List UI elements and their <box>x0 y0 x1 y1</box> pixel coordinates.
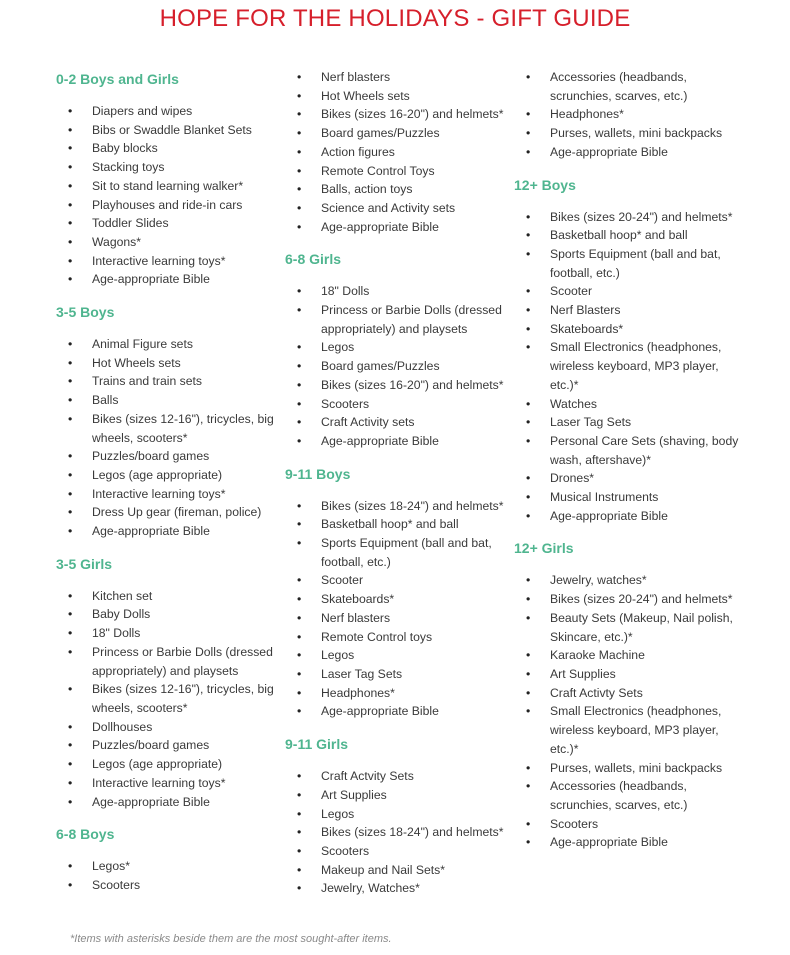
gift-item: • Scooter <box>285 571 507 590</box>
category-heading: 12+ Girls <box>514 540 574 557</box>
category-heading: 6-8 Boys <box>56 826 115 843</box>
gift-item: • Art Supplies <box>514 665 744 684</box>
gift-item: • Bikes (sizes 18-24") and helmets* <box>285 823 507 842</box>
gift-item: • Baby blocks <box>56 139 278 158</box>
gift-item: • Interactive learning toys* <box>56 252 278 271</box>
gift-list <box>56 102 278 289</box>
gift-item: • Puzzles/board games <box>56 447 278 466</box>
gift-item: • Dollhouses <box>56 718 278 737</box>
column-2 <box>285 70 507 912</box>
gift-item: • Balls, action toys <box>285 180 507 199</box>
gift-item: • Age-appropriate Bible <box>514 507 744 526</box>
gift-item: • Nerf blasters <box>285 68 507 87</box>
gift-item: • Watches <box>514 395 744 414</box>
gift-item: • Skateboards* <box>285 590 507 609</box>
footnote: *Items with asterisks beside them are the most sought-after items. <box>70 933 392 945</box>
gift-item: • Bikes (sizes 12-16"), tricycles, big wheels, scooters* <box>56 410 278 447</box>
gift-item: • Bikes (sizes 16-20") and helmets* <box>285 105 507 124</box>
gift-item: • Wagons* <box>56 233 278 252</box>
column-3 <box>514 70 744 866</box>
gift-item: • Hot Wheels sets <box>285 87 507 106</box>
gift-item: • Legos <box>285 646 507 665</box>
gift-item: • Science and Activity sets <box>285 199 507 218</box>
category-heading: 9-11 Boys <box>285 465 351 482</box>
gift-item: • Craft Actvity Sets <box>285 767 507 786</box>
page-title: HOPE FOR THE HOLIDAYS - GIFT GUIDE <box>159 5 631 32</box>
gift-item: • Puzzles/board games <box>56 736 278 755</box>
gift-item: • Headphones* <box>514 105 744 124</box>
category-heading: 9-11 Girls <box>285 736 349 753</box>
gift-item: • 18" Dolls <box>285 282 507 301</box>
gift-item: • Bikes (sizes 16-20") and helmets* <box>285 376 507 395</box>
gift-item: • Basketball hoop* and ball <box>285 515 507 534</box>
gift-item: • Craft Activty Sets <box>514 684 744 703</box>
gift-item: • Age-appropriate Bible <box>285 432 507 451</box>
category-heading: 3-5 Boys <box>56 304 115 321</box>
gift-item: • Nerf blasters <box>285 609 507 628</box>
gift-item: • Sports Equipment (ball and bat, football, etc.) <box>514 245 744 282</box>
gift-item: • Animal Figure sets <box>56 335 278 354</box>
gift-list <box>285 497 507 721</box>
category-heading: 3-5 Girls <box>56 555 113 572</box>
category-heading: 12+ Boys <box>514 176 576 193</box>
gift-item: • Legos (age appropriate) <box>56 755 278 774</box>
gift-item: • Trains and train sets <box>56 372 278 391</box>
gift-list <box>514 68 744 162</box>
gift-item: • Craft Activity sets <box>285 413 507 432</box>
gift-item: • Dress Up gear (fireman, police) <box>56 503 278 522</box>
gift-item: • Beauty Sets (Makeup, Nail polish, Skincare, etc.)* <box>514 609 744 646</box>
gift-item: • Scooters <box>514 815 744 834</box>
gift-item: • Remote Control toys <box>285 628 507 647</box>
gift-item: • Scooter <box>514 282 744 301</box>
gift-item: • Interactive learning toys* <box>56 485 278 504</box>
gift-item: • Laser Tag Sets <box>285 665 507 684</box>
gift-item: • Accessories (headbands, scrunchies, scarves, etc.) <box>514 777 744 814</box>
column-1 <box>56 70 278 909</box>
gift-list <box>514 208 744 526</box>
gift-item: • Legos <box>285 805 507 824</box>
gift-item: • Age-appropriate Bible <box>285 218 507 237</box>
gift-item: • Jewelry, Watches* <box>285 879 507 898</box>
gift-item: • Scooters <box>285 842 507 861</box>
gift-item: • Small Electronics (headphones, wireless keyboard, MP3 player, etc.)* <box>514 702 744 758</box>
gift-item: • Age-appropriate Bible <box>514 143 744 162</box>
gift-item: • Small Electronics (headphones, wireless keyboard, MP3 player, etc.)* <box>514 338 744 394</box>
gift-item: • Laser Tag Sets <box>514 413 744 432</box>
gift-item: • Accessories (headbands, scrunchies, scarves, etc.) <box>514 68 744 105</box>
gift-item: • Toddler Slides <box>56 214 278 233</box>
gift-item: • Musical Instruments <box>514 488 744 507</box>
gift-list <box>285 282 507 450</box>
gift-list <box>285 767 507 898</box>
gift-item: • Nerf Blasters <box>514 301 744 320</box>
gift-item: • Jewelry, watches* <box>514 571 744 590</box>
gift-item: • Scooters <box>285 395 507 414</box>
gift-item: • Age-appropriate Bible <box>56 522 278 541</box>
gift-item: • Headphones* <box>285 684 507 703</box>
gift-list <box>285 68 507 236</box>
gift-item: • Princess or Barbie Dolls (dressed appropriately) and playsets <box>56 643 278 680</box>
gift-item: • Basketball hoop* and ball <box>514 226 744 245</box>
gift-item: • Bikes (sizes 20-24") and helmets* <box>514 590 744 609</box>
gift-item: • Skateboards* <box>514 320 744 339</box>
gift-item: • Hot Wheels sets <box>56 354 278 373</box>
gift-list <box>56 857 278 894</box>
gift-item: • 18" Dolls <box>56 624 278 643</box>
gift-item: • Remote Control Toys <box>285 162 507 181</box>
gift-item: • Art Supplies <box>285 786 507 805</box>
category-heading: 6-8 Girls <box>285 251 342 268</box>
gift-item: • Makeup and Nail Sets* <box>285 861 507 880</box>
gift-item: • Playhouses and ride-in cars <box>56 196 278 215</box>
gift-item: • Bikes (sizes 12-16"), tricycles, big wheels, scooters* <box>56 680 278 717</box>
gift-item: • Drones* <box>514 469 744 488</box>
gift-item: • Purses, wallets, mini backpacks <box>514 759 744 778</box>
gift-item: • Princess or Barbie Dolls (dressed appropriately) and playsets <box>285 301 507 338</box>
gift-item: • Legos (age appropriate) <box>56 466 278 485</box>
gift-list <box>514 571 744 852</box>
gift-item: • Stacking toys <box>56 158 278 177</box>
gift-item: • Age-appropriate Bible <box>56 270 278 289</box>
gift-item: • Age-appropriate Bible <box>514 833 744 852</box>
gift-item: • Bikes (sizes 18-24") and helmets* <box>285 497 507 516</box>
gift-item: • Board games/Puzzles <box>285 124 507 143</box>
gift-item: • Bibs or Swaddle Blanket Sets <box>56 121 278 140</box>
gift-item: • Sports Equipment (ball and bat, football, etc.) <box>285 534 507 571</box>
gift-item: • Personal Care Sets (shaving, body wash, aftershave)* <box>514 432 744 469</box>
gift-item: • Scooters <box>56 876 278 895</box>
gift-list <box>56 335 278 541</box>
gift-item: • Diapers and wipes <box>56 102 278 121</box>
gift-item: • Kitchen set <box>56 587 278 606</box>
category-heading: 0-2 Boys and Girls <box>56 71 179 87</box>
gift-item: • Purses, wallets, mini backpacks <box>514 124 744 143</box>
gift-item: • Board games/Puzzles <box>285 357 507 376</box>
gift-item: • Age-appropriate Bible <box>56 793 278 812</box>
gift-item: • Legos <box>285 338 507 357</box>
gift-item: • Bikes (sizes 20-24") and helmets* <box>514 208 744 227</box>
gift-item: • Action figures <box>285 143 507 162</box>
gift-item: • Legos* <box>56 857 278 876</box>
gift-item: • Age-appropriate Bible <box>285 702 507 721</box>
gift-item: • Karaoke Machine <box>514 646 744 665</box>
gift-item: • Baby Dolls <box>56 605 278 624</box>
gift-list <box>56 587 278 811</box>
gift-item: • Balls <box>56 391 278 410</box>
gift-item: • Sit to stand learning walker* <box>56 177 278 196</box>
gift-item: • Interactive learning toys* <box>56 774 278 793</box>
